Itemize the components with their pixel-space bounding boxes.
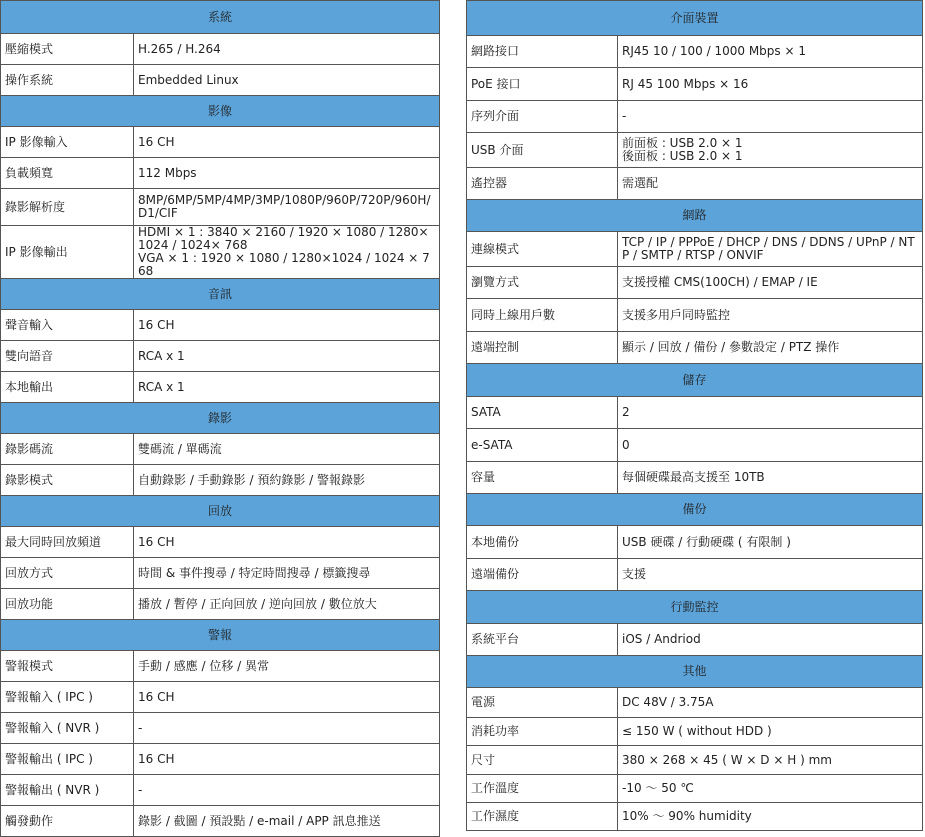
spec-label: 系統平台: [467, 624, 618, 656]
spec-value: DC 48V / 3.75A: [618, 688, 923, 718]
section-title: 錄影: [1, 403, 440, 434]
spec-label: USB 介面: [467, 133, 618, 168]
spec-value: 前面板 : USB 2.0 × 1 後面板 : USB 2.0 × 1: [618, 133, 923, 168]
spec-row: [467, 526, 923, 559]
right-spec-table: [466, 0, 923, 831]
spec-label: 網路接口: [467, 36, 618, 68]
spec-value: ≤ 150 W ( without HDD ): [618, 718, 923, 746]
spec-row: [1, 806, 440, 837]
spec-label: 遠端控制: [467, 332, 618, 364]
section-title: 備份: [467, 494, 923, 526]
spec-row: [467, 803, 923, 831]
spec-value: 0: [618, 429, 923, 462]
spec-label: 本地備份: [467, 526, 618, 559]
section-header-row: [1, 496, 440, 527]
spec-row: [467, 718, 923, 746]
spec-value: 播放 / 暫停 / 正向回放 / 逆向回放 / 數位放大: [134, 589, 440, 620]
spec-row: [1, 310, 440, 341]
spec-label: 尺寸: [467, 746, 618, 775]
section-title: 回放: [1, 496, 440, 527]
spec-value: 10% ～ 90% humidity: [618, 803, 923, 831]
spec-label: 回放功能: [1, 589, 134, 620]
spec-label: 工作溫度: [467, 775, 618, 803]
spec-label: 操作系統: [1, 65, 134, 96]
spec-row: [467, 133, 923, 168]
section-header-row: [1, 620, 440, 651]
spec-value: 手動 / 感應 / 位移 / 異常: [134, 651, 440, 682]
spec-label: IP 影像輸出: [1, 226, 134, 279]
spec-row: [467, 429, 923, 462]
spec-value: Embedded Linux: [134, 65, 440, 96]
spec-value: 16 CH: [134, 682, 440, 713]
spec-value: 16 CH: [134, 127, 440, 158]
spec-label: 錄影模式: [1, 465, 134, 496]
spec-value: 支援多用戶同時監控: [618, 299, 923, 332]
spec-row: [1, 158, 440, 189]
spec-value: RJ 45 100 Mbps × 16: [618, 68, 923, 101]
spec-label: 遠端備份: [467, 559, 618, 591]
spec-value: 8MP/6MP/5MP/4MP/3MP/1080P/960P/720P/960H/D1/CIF: [134, 189, 440, 226]
spec-row: [1, 372, 440, 403]
spec-value: TCP / IP / PPPoE / DHCP / DNS / DDNS / UPnP / NTP / SMTP / RTSP / ONVIF: [618, 232, 923, 267]
spec-value: 16 CH: [134, 527, 440, 558]
spec-row: [467, 101, 923, 133]
spec-row: [1, 189, 440, 226]
spec-row: [1, 744, 440, 775]
spec-label: 負載頻寬: [1, 158, 134, 189]
spec-row: [1, 65, 440, 96]
spec-label: 容量: [467, 462, 618, 494]
spec-label: 本地輸出: [1, 372, 134, 403]
spec-label: 壓縮模式: [1, 34, 134, 65]
spec-row: [467, 232, 923, 267]
section-title: 影像: [1, 96, 440, 127]
spec-row: [1, 775, 440, 806]
spec-value: 380 × 268 × 45 ( W × D × H ) mm: [618, 746, 923, 775]
spec-value: RCA x 1: [134, 372, 440, 403]
spec-label: 工作濕度: [467, 803, 618, 831]
spec-label: 序列介面: [467, 101, 618, 133]
spec-label: 警報輸入 ( IPC ): [1, 682, 134, 713]
spec-value: -: [134, 775, 440, 806]
spec-label: 回放方式: [1, 558, 134, 589]
spec-label: 最大同時回放頻道: [1, 527, 134, 558]
spec-label: e-SATA: [467, 429, 618, 462]
spec-value: 雙碼流 / 單碼流: [134, 434, 440, 465]
spec-row: [467, 688, 923, 718]
section-header-row: [1, 279, 440, 310]
spec-label: 同時上線用戶數: [467, 299, 618, 332]
spec-value: 自動錄影 / 手動錄影 / 預約錄影 / 警報錄影: [134, 465, 440, 496]
spec-label: 聲音輸入: [1, 310, 134, 341]
section-header-row: [1, 1, 440, 34]
spec-value: 錄影 / 截圖 / 預設點 / e-mail / APP 訊息推送: [134, 806, 440, 837]
section-title: 音訊: [1, 279, 440, 310]
spec-row: [1, 226, 440, 279]
spec-value: USB 硬碟 / 行動硬碟 ( 有限制 ): [618, 526, 923, 559]
spec-label: 觸發動作: [1, 806, 134, 837]
spec-row: [467, 624, 923, 656]
spec-label: 電源: [467, 688, 618, 718]
spec-row: [467, 397, 923, 429]
spec-value: 112 Mbps: [134, 158, 440, 189]
spec-row: [1, 127, 440, 158]
spec-row: [1, 527, 440, 558]
spec-value: RCA x 1: [134, 341, 440, 372]
spec-value: H.265 / H.264: [134, 34, 440, 65]
section-header-row: [467, 1, 923, 36]
spec-label: 警報輸出 ( NVR ): [1, 775, 134, 806]
spec-row: [1, 651, 440, 682]
spec-row: [467, 267, 923, 299]
spec-value: 需選配: [618, 168, 923, 200]
section-header-row: [467, 494, 923, 526]
spec-row: [467, 559, 923, 591]
spec-value: 2: [618, 397, 923, 429]
spec-row: [1, 558, 440, 589]
spec-label: IP 影像輸入: [1, 127, 134, 158]
spec-label: PoE 接口: [467, 68, 618, 101]
spec-label: 連線模式: [467, 232, 618, 267]
section-title: 警報: [1, 620, 440, 651]
left-spec-table: [0, 0, 440, 837]
spec-row: [467, 299, 923, 332]
spec-row: [467, 775, 923, 803]
spec-row: [467, 68, 923, 101]
spec-row: [1, 341, 440, 372]
spec-row: [1, 34, 440, 65]
spec-value: iOS / Andriod: [618, 624, 923, 656]
spec-value: -: [618, 101, 923, 133]
spec-label: 警報模式: [1, 651, 134, 682]
spec-row: [1, 713, 440, 744]
spec-value: 顯示 / 回放 / 備份 / 參數設定 / PTZ 操作: [618, 332, 923, 364]
spec-label: 瀏覽方式: [467, 267, 618, 299]
spec-label: SATA: [467, 397, 618, 429]
spec-label: 錄影碼流: [1, 434, 134, 465]
section-title: 其他: [467, 656, 923, 688]
spec-value: 時間 & 事件搜尋 / 特定時間搜尋 / 標籤搜尋: [134, 558, 440, 589]
section-header-row: [467, 656, 923, 688]
spec-label: 警報輸出 ( IPC ): [1, 744, 134, 775]
section-header-row: [1, 403, 440, 434]
section-title: 系統: [1, 1, 440, 34]
spec-row: [467, 36, 923, 68]
section-header-row: [467, 591, 923, 624]
spec-row: [1, 465, 440, 496]
spec-row: [467, 462, 923, 494]
spec-value: -: [134, 713, 440, 744]
spec-label: 消耗功率: [467, 718, 618, 746]
section-title: 儲存: [467, 364, 923, 397]
spec-label: 警報輸入 ( NVR ): [1, 713, 134, 744]
section-header-row: [1, 96, 440, 127]
spec-row: [1, 589, 440, 620]
spec-row: [1, 434, 440, 465]
spec-value: RJ45 10 / 100 / 1000 Mbps × 1: [618, 36, 923, 68]
section-title: 介面裝置: [467, 1, 923, 36]
right-spec-body: [467, 1, 923, 831]
section-title: 行動監控: [467, 591, 923, 624]
spec-label: 雙向語音: [1, 341, 134, 372]
spec-value: 支援: [618, 559, 923, 591]
spec-row: [467, 168, 923, 200]
section-header-row: [467, 364, 923, 397]
left-spec-body: [1, 1, 440, 837]
spec-value: 16 CH: [134, 744, 440, 775]
spec-value: 16 CH: [134, 310, 440, 341]
section-title: 網路: [467, 200, 923, 232]
spec-row: [467, 332, 923, 364]
spec-row: [1, 682, 440, 713]
section-header-row: [467, 200, 923, 232]
spec-label: 遙控器: [467, 168, 618, 200]
spec-label: 錄影解析度: [1, 189, 134, 226]
spec-value: 支援授權 CMS(100CH) / EMAP / IE: [618, 267, 923, 299]
spec-value: -10 ～ 50 ℃: [618, 775, 923, 803]
spec-value: HDMI × 1 : 3840 × 2160 / 1920 × 1080 / 1280×1024 / 1024× 768 VGA × 1 : 1920 × 1080 / 1280×1024 / 1024 × 768: [134, 226, 440, 279]
spec-row: [467, 746, 923, 775]
spec-value: 每個硬碟最高支援至 10TB: [618, 462, 923, 494]
